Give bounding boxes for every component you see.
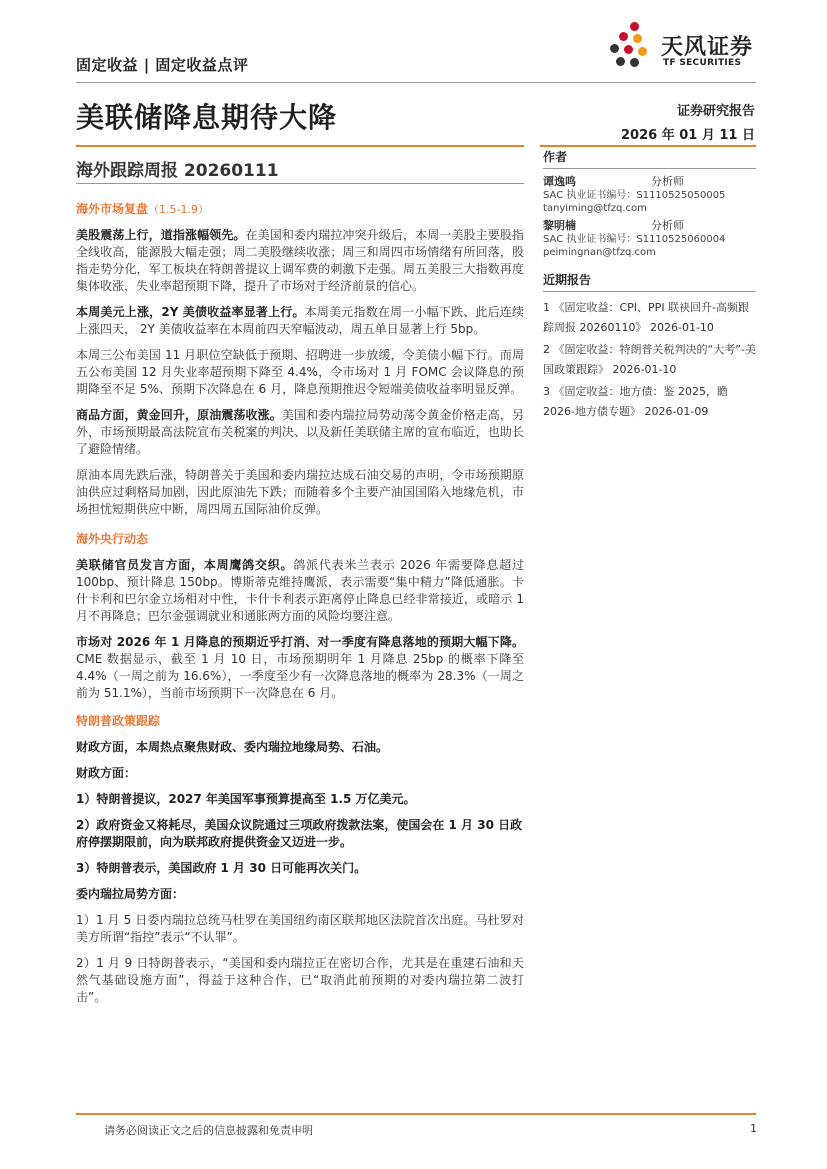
author-role: 分析师 bbox=[651, 175, 684, 188]
recent-reports-heading: 近期报告 bbox=[543, 271, 756, 292]
paragraph: 2）1 月 9 日特朗普表示，“美国和委内瑞拉正在密切合作，尤其是在重建石油和天然气基础设施方面”，得益于这种合作，已“取消此前预期的对委内瑞拉第二波打击”。 bbox=[76, 956, 524, 1004]
title-divider bbox=[76, 145, 524, 147]
paragraph bbox=[76, 407, 524, 458]
paragraph-lead: 市场对 2026 年 1 月降息的预期近乎打消、对一季度有降息落地的预期大幅下降。 bbox=[76, 635, 524, 649]
report-date: 2026 年 01 月 11 日 bbox=[621, 128, 755, 143]
report-category: 固定收益 | 固定收益点评 bbox=[76, 56, 249, 74]
paragraph: 原油本周先跌后涨，特朗普关于美国和委内瑞拉达成石油交易的声明，令市场预期原油供应过剩格局加剧，因此原油先下跌；而随着多个主要产油国国陷入地缘危机，市场担忧短期供应中断，周四周五国际油价反弹。 bbox=[76, 468, 524, 516]
paragraph bbox=[76, 227, 524, 295]
sidebar-divider bbox=[540, 145, 756, 147]
author-cert: SAC 执业证书编号：S1110525050005 bbox=[543, 190, 726, 201]
section-title-trump: 特朗普政策跟踪 bbox=[76, 714, 161, 728]
bold-line: 1）特朗普提议，2027 年美国军事预算提高至 1.5 万亿美元。 bbox=[76, 792, 416, 806]
paragraph-body: 美国和委内瑞拉局势动荡令黄金价格走高，另外，市场预期最高法院宣布关税案的判决、以及新任美联储主席的宣布临近，也助长了避险情绪。 bbox=[76, 408, 524, 456]
author-email[interactable]: tanyiming@tfzq.com bbox=[543, 203, 647, 214]
logo-text-cn: 天风证券 bbox=[661, 35, 754, 60]
paragraph-body: CME 数据显示，截至 1 月 10 日，市场预期明年 1 月降息 25bp 的概率下降至 4.4%（一周之前为 16.6%），一季度至少有一次降息落地的概率为 28.3%（一周之前为 51.1%），当前市场预期下一次降息在 6 月。 bbox=[76, 652, 524, 700]
bold-line: 委内瑞拉局势方面： bbox=[76, 887, 185, 901]
section-title-range: （1.5-1.9） bbox=[148, 203, 209, 216]
paragraph-lead: 商品方面，黄金回升，原油震荡收涨。 bbox=[76, 408, 282, 422]
author-email[interactable]: peimingnan@tfzq.com bbox=[543, 247, 656, 258]
paragraph: 1）1 月 5 日委内瑞拉总统马杜罗在美国纽约南区联邦地区法院首次出庭。马杜罗对美方所谓“指控”表示“不认罪”。 bbox=[76, 913, 524, 944]
paragraph-body: 鸽派代表米兰表示 2026 年需要降息超过 100bp、预计降息 150bp。博斯蒂克维持鹰派，表示需要“集中精力”降低通胀。卡什卡利和巴尔金立场相对中性，卡什卡利表示距离停止降息已经非常接近，或暗示 1 月不再降息；巴尔金强调就业和通胀两方面的风险均要注意。 bbox=[76, 558, 524, 623]
main-content bbox=[76, 200, 524, 1015]
bold-line: 2）政府资金又将耗尽，美国众议院通过三项政府拨款法案，使国会在 1 月 30 日政府停摆期限前，向为联邦政府提供资金又迈进一步。 bbox=[76, 818, 523, 849]
page-number: 1 bbox=[750, 1122, 757, 1135]
recent-report-link[interactable]: 3 《固定收益：地方债：鉴 2025，瞻 2026-地方债专题》 2026-01-09 bbox=[543, 385, 728, 418]
section-title-market bbox=[76, 200, 524, 217]
header-divider bbox=[76, 82, 756, 83]
recent-reports bbox=[543, 271, 756, 422]
paragraph: 本周三公布美国 11 月职位空缺低于预期、招聘进一步放缓，令美债小幅下行。而周五公布美国 12 月失业率超预期下降至 4.4%，令市场对 1 月 FOMC 会议降息的预期降至不足 5%、预期下次降息在 6 月，降息预期推迟令短端美债收益率明显反弹。 bbox=[76, 348, 524, 396]
paragraph-body: 在美国和委内瑞拉冲突升级后，本周一美股主要股指全线收高，能源股大幅走强；周二美股继续收涨；周三和周四市场情绪有所回落，股指走势分化，军工板块在特朗普提议上调军费的刺激下走强。周五美股三大指数再度集体收涨，失业率超预期下降，提升了市场对于经济前景的信心。 bbox=[76, 228, 524, 293]
report-type: 证券研究报告 bbox=[676, 104, 755, 119]
paragraph bbox=[76, 304, 524, 338]
paragraph-lead: 本周美元上涨，2Y 美债收益率显著上行。 bbox=[76, 305, 305, 319]
author-cert: SAC 执业证书编号：S1110525060004 bbox=[543, 234, 726, 245]
author-role: 分析师 bbox=[651, 219, 684, 232]
logo-dots-icon bbox=[606, 20, 660, 74]
author-card bbox=[543, 175, 756, 215]
bold-line: 财政方面，本周热点聚焦财政、委内瑞拉地缘局势、石油。 bbox=[76, 740, 389, 754]
recent-report-link[interactable]: 1 《固定收益：CPI、PPI 联袂回升-高频跟踪周报 20260110》 2026-01-10 bbox=[543, 301, 750, 334]
page-subtitle: 海外跟踪周报 20260111 bbox=[76, 161, 279, 181]
recent-report-link[interactable]: 2 《固定收益：特朗普关税判决的“大考”-美国政策跟踪》 2026-01-10 bbox=[543, 343, 756, 376]
author-name: 谭逸鸣 bbox=[543, 175, 576, 188]
authors-heading: 作者 bbox=[543, 148, 756, 169]
company-logo bbox=[606, 20, 766, 74]
paragraph-lead: 美联储官员发言方面，本周鹰鸽交织。 bbox=[76, 558, 294, 572]
logo-text-en: TF SECURITIES bbox=[663, 58, 742, 68]
bold-line: 财政方面： bbox=[76, 766, 137, 780]
section-title-text: 海外市场复盘 bbox=[76, 202, 149, 216]
footer-divider bbox=[76, 1113, 756, 1115]
paragraph-body: 本周美元指数在周一小幅下跌、此后连续上涨四天， 2Y 美债收益率在本周前四天窄幅波动，周五单日显著上行 5bp。 bbox=[76, 305, 524, 336]
subtitle-divider bbox=[76, 183, 524, 184]
paragraph-lead: 美股震荡上行，道指涨幅领先。 bbox=[76, 228, 246, 242]
author-name: 黎明楠 bbox=[543, 219, 576, 232]
paragraph bbox=[76, 557, 524, 625]
sidebar bbox=[543, 148, 756, 424]
paragraph bbox=[76, 634, 524, 702]
page-title: 美联储降息期待大降 bbox=[76, 101, 338, 134]
author-card bbox=[543, 219, 756, 259]
section-title-fed: 海外央行动态 bbox=[76, 532, 149, 546]
footer-disclaimer: 请务必阅读正文之后的信息披露和免责申明 bbox=[104, 1124, 313, 1137]
bold-line: 3）特朗普表示，美国政府 1 月 30 日可能再次关门。 bbox=[76, 861, 367, 875]
